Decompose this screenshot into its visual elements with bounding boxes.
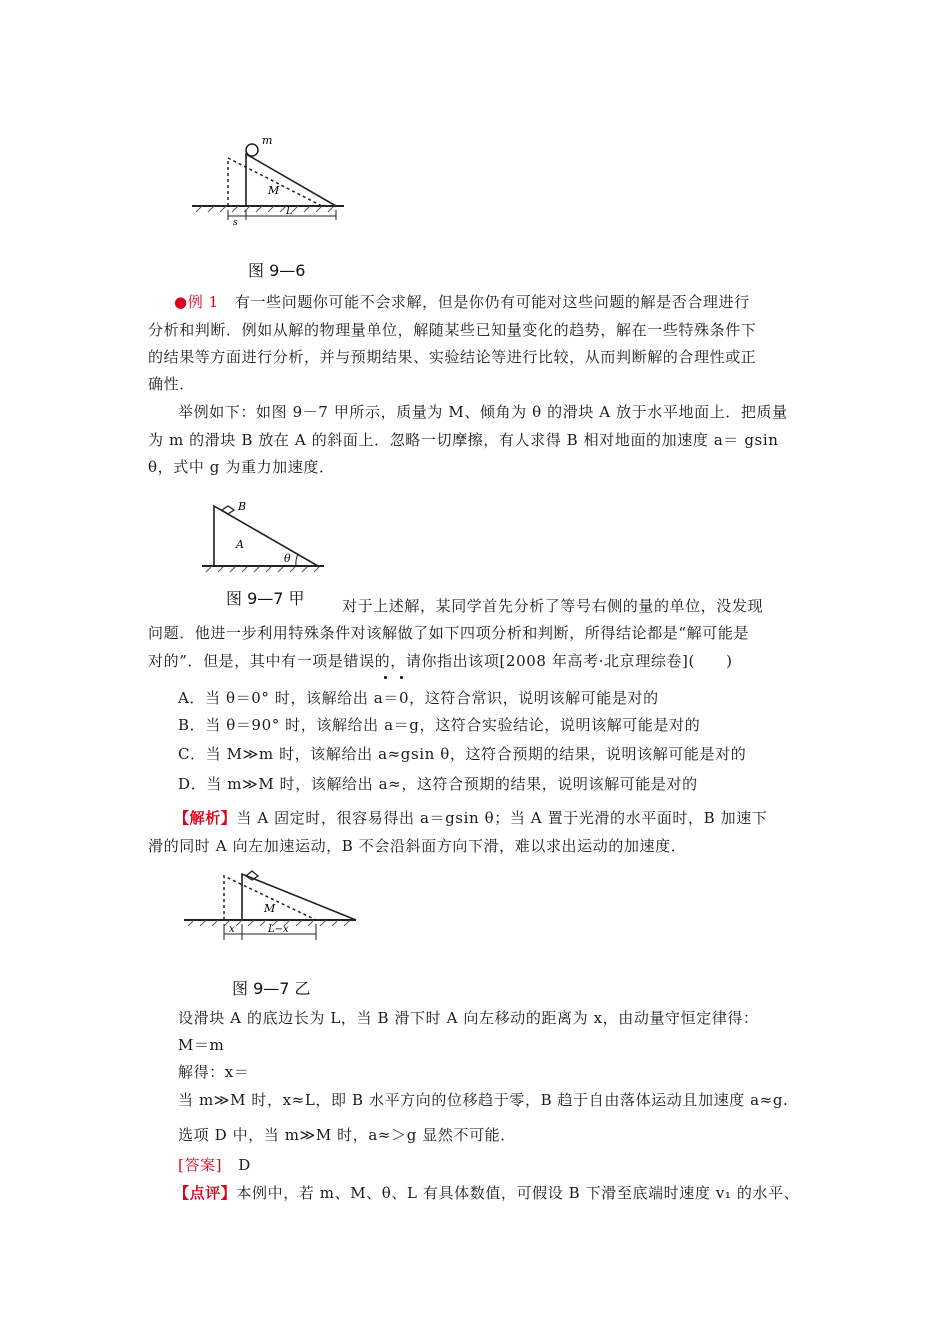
example-para-2-line-1: 举例如下：如图 9－7 甲所示，质量为 M、倾角为 θ 的滑块 A 放于水平地面上．把质量 [178,403,788,421]
figure-9-7b [180,866,362,946]
caption-9-6: 图 9—6 [248,261,306,280]
figure-9-7a [200,496,326,578]
option-d: D．当 m≫M 时，该解给出 a≈，这符合预期的结果，说明该解可能是对的 [178,775,698,793]
caption-9-7a: 图 9—7 甲 [226,589,305,608]
analysis-line-1 [174,808,767,828]
label-M: M [264,902,276,915]
analysis-line-2: 滑的同时 A 向左加速运动，B 不会沿斜面方向下滑，难以求出运动的加速度． [148,837,687,855]
emphasis-dot [384,676,387,679]
label-L-minus-x: L−x [268,924,289,935]
comment-label: 【点评】 [174,1184,237,1202]
emphasis-dot [400,676,403,679]
example-para-2-line-3: θ，式中 g 为重力加速度． [148,458,335,476]
label-A: A [236,538,244,551]
answer-label: [答案] [178,1156,223,1174]
example-para-2-line-2: 为 m 的滑块 B 放在 A 的斜面上．忽略一切摩擦，有人求得 B 相对地面的加速度 a＝ gsin [148,431,779,449]
label-B: B [238,500,247,513]
answer-line [178,1155,251,1175]
answer-value: D [238,1156,251,1174]
derivation-line-3: 解得：x＝ [178,1063,250,1081]
label-x: x [229,924,235,935]
example-text: 有一些问题你可能不会求解，但是你仍有可能对这些问题的解是否合理进行 [234,293,750,311]
derivation-line-5: 选项 D 中，当 m≫M 时，a≈＞g 显然不可能． [178,1126,516,1144]
example-para-3-line-1: 对于上述解，某同学首先分析了等号右侧的量的单位，没发现 [342,597,764,615]
figure-9-6 [188,132,348,228]
derivation-line-1: 设滑块 A 的底边长为 L，当 B 滑下时 A 向左移动的距离为 x，由动量守恒定律得： [178,1009,759,1027]
analysis-text: 当 A 固定时，很容易得出 a＝gsin θ；当 A 置于光滑的水平面时，B 加速下 [236,809,768,827]
example-para-1-line-2: 分析和判断．例如从解的物理量单位，解随某些已知量变化的趋势，解在一些特殊条件下 [148,321,757,339]
derivation-line-2: M＝m [178,1036,225,1054]
comment-line-1 [174,1183,799,1203]
example-marker: ●例 1 [174,293,219,311]
label-s: s [233,218,238,228]
caption-9-7b: 图 9—7 乙 [232,979,311,998]
comment-text: 本例中，若 m、M、θ、L 有具体数值，可假设 B 下滑至底端时速度 v₁ 的水平、 [236,1184,800,1202]
example-para-1-line-1 [174,292,750,312]
example-para-1-line-3: 的结果等方面进行分析，并与预期结果、实验结论等进行比较，从而判断解的合理性或正 [148,348,757,366]
label-M: M [268,184,280,197]
option-b: B．当 θ＝90° 时，该解给出 a＝g，这符合实验结论，说明该解可能是对的 [178,716,701,734]
label-m: m [262,134,273,147]
label-L: L [286,206,293,217]
label-theta: θ [284,552,291,565]
example-para-1-line-4: 确性． [148,375,195,393]
option-a: A．当 θ＝0° 时，该解给出 a＝0，这符合常识，说明该解可能是对的 [178,689,659,707]
example-para-3-line-2: 问题．他进一步利用特殊条件对该解做了如下四项分析和判断，所得结论都是“解可能是 [148,624,750,642]
option-c: C．当 M≫m 时，该解给出 a≈gsin θ，这符合预期的结果，说明该解可能是对的 [178,745,747,763]
analysis-label: 【解析】 [174,809,237,827]
example-para-3-line-3: 对的”．但是，其中有一项是错误的，请你指出该项[2008 年高考·北京理综卷]( ) [148,652,733,670]
derivation-line-4: 当 m≫M 时，x≈L，即 B 水平方向的位移趋于零，B 趋于自由落体运动且加速度 a≈g. [178,1091,789,1109]
